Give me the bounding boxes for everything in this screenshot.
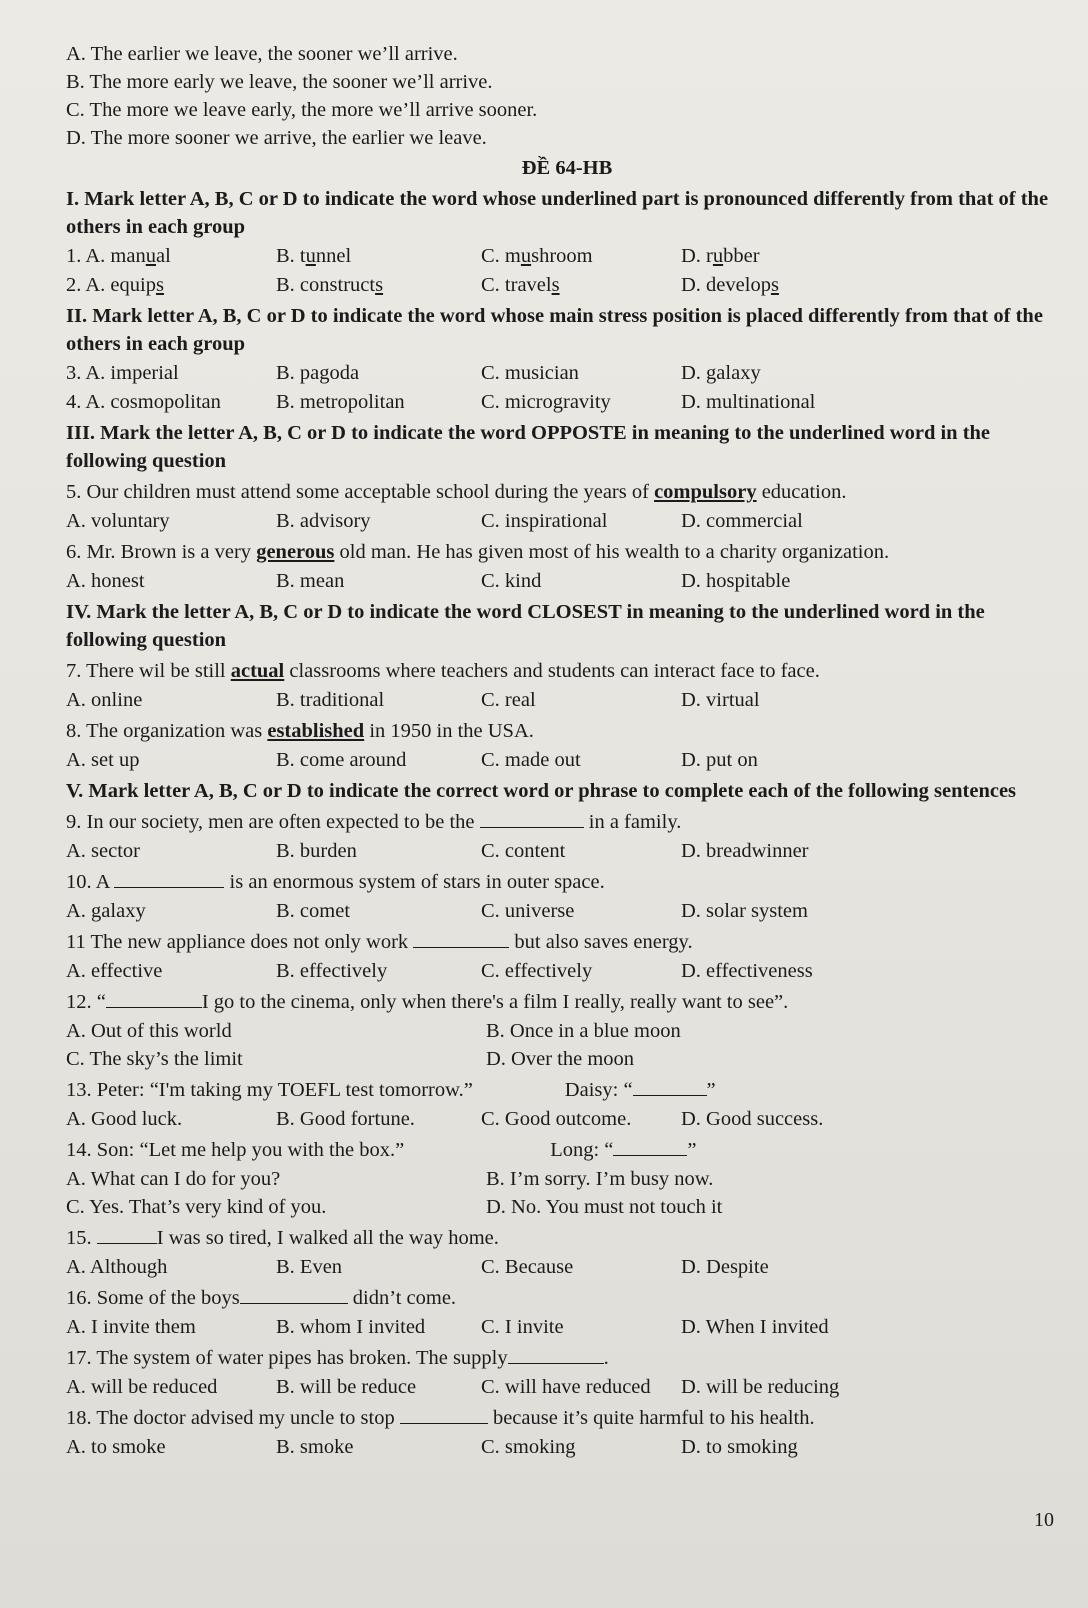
q6-option-c: C. kind	[481, 570, 542, 592]
question-12-options	[66, 1017, 1068, 1073]
q9-option-d: D. breadwinner	[681, 840, 809, 862]
q4-option-d: D. multinational	[681, 391, 816, 413]
q17-option-c: C. will have reduced	[481, 1376, 651, 1398]
q15-option-b: B. Even	[276, 1256, 343, 1278]
q8-option-a: A. set up	[66, 749, 140, 771]
question-4	[66, 388, 1068, 416]
question-15-stem: 15. I was so tired, I walked all the way home.	[66, 1227, 499, 1249]
q11-answer-blank[interactable]	[413, 929, 509, 948]
q13-option-d: D. Good success.	[681, 1108, 824, 1130]
q18-answer-blank[interactable]	[400, 1405, 488, 1424]
question-18-stem: 18. The doctor advised my uncle to stop because it’s quite harmful to his health.	[66, 1407, 815, 1429]
question-12-stem: 12. “ I go to the cinema, only when there's a film I really, really want to see”.	[66, 991, 789, 1013]
q8-option-d: D. put on	[681, 749, 758, 771]
q9-option-c: C. content	[481, 840, 566, 862]
q17-option-a: A. will be reduced	[66, 1376, 218, 1398]
q6-option-d: D. hospitable	[681, 570, 791, 592]
exam-title: ĐỀ 64-HB	[521, 157, 613, 179]
q9-answer-blank[interactable]	[480, 809, 584, 828]
q7-option-d: D. virtual	[681, 689, 760, 711]
q1-option-a: 1. A. manual	[66, 245, 171, 267]
q11-option-c: C. effectively	[481, 960, 593, 982]
question-5-stem: 5. Our children must attend some acceptable school during the years of compulsory education.	[66, 481, 847, 503]
q18-option-a: A. to smoke	[66, 1436, 166, 1458]
q14-answer-blank[interactable]	[613, 1137, 687, 1156]
question-6-options	[66, 567, 1068, 595]
q1-option-b: B. tunnel	[276, 245, 352, 267]
q5-option-a: A. voluntary	[66, 510, 170, 532]
section-4-instruction: IV. Mark the letter A, B, C or D to indicate the word CLOSEST in meaning to the underlined word in the following question	[66, 601, 985, 651]
top-option-b: B. The more early we leave, the sooner we’ll arrive.	[66, 71, 493, 93]
q18-option-c: C. smoking	[481, 1436, 576, 1458]
q18-option-d: D. to smoking	[681, 1436, 798, 1458]
question-11-stem: 11 The new appliance does not only work but also saves energy.	[66, 931, 693, 953]
q10-option-d: D. solar system	[681, 900, 808, 922]
q7-option-b: B. traditional	[276, 689, 385, 711]
q16-option-d: D. When I invited	[681, 1316, 829, 1338]
q10-option-b: B. comet	[276, 900, 351, 922]
question-2	[66, 271, 1068, 299]
q15-option-a: A. Although	[66, 1256, 168, 1278]
question-17-options	[66, 1373, 1068, 1401]
q17-option-b: B. will be reduce	[276, 1376, 417, 1398]
q3-option-b: B. pagoda	[276, 362, 360, 384]
q16-option-b: B. whom I invited	[276, 1316, 426, 1338]
q5-option-b: B. advisory	[276, 510, 371, 532]
question-11-options	[66, 957, 1068, 985]
q18-option-b: B. smoke	[276, 1436, 354, 1458]
question-6-stem: 6. Mr. Brown is a very generous old man. He has given most of his wealth to a charity organization.	[66, 541, 890, 563]
q15-answer-blank[interactable]	[97, 1225, 157, 1244]
q15-option-d: D. Despite	[681, 1256, 769, 1278]
section-2-instruction: II. Mark letter A, B, C or D to indicate the word whose main stress position is placed differently from that of the others in each group	[66, 305, 1043, 355]
question-1	[66, 242, 1068, 270]
q12-answer-blank[interactable]	[106, 989, 202, 1008]
question-15-options	[66, 1253, 1068, 1281]
q13-option-b: B. Good fortune.	[276, 1108, 415, 1130]
q2-option-b: B. constructs	[276, 274, 384, 296]
q17-option-d: D. will be reducing	[681, 1376, 840, 1398]
top-option-c: C. The more we leave early, the more we’ll arrive sooner.	[66, 99, 538, 121]
q3-option-c: C. musician	[481, 362, 579, 384]
q2-option-d: D. develops	[681, 274, 779, 296]
question-14-stem: 14. Son: “Let me help you with the box.” Long: “ ”	[66, 1139, 697, 1161]
q11-option-a: A. effective	[66, 960, 163, 982]
q10-option-c: C. universe	[481, 900, 575, 922]
question-3	[66, 359, 1068, 387]
question-16-options	[66, 1313, 1068, 1341]
q4-option-c: C. microgravity	[481, 391, 611, 413]
q16-option-c: C. I invite	[481, 1316, 564, 1338]
q15-option-c: C. Because	[481, 1256, 574, 1278]
q6-option-a: A. honest	[66, 570, 145, 592]
question-17-stem: 17. The system of water pipes has broken. The supply .	[66, 1347, 609, 1369]
q12-option-c: C. The sky’s the limit	[66, 1048, 243, 1070]
section-5-instruction: V. Mark letter A, B, C or D to indicate the correct word or phrase to complete each of the following sentences	[66, 780, 1017, 802]
q4-option-b: B. metropolitan	[276, 391, 405, 413]
q1-option-d: D. rubber	[681, 245, 760, 267]
q16-answer-blank[interactable]	[240, 1285, 348, 1304]
question-16-stem: 16. Some of the boys didn’t come.	[66, 1287, 457, 1309]
section-1-instruction: I. Mark letter A, B, C or D to indicate the word whose underlined part is pronounced differently from that of the others in each group	[66, 188, 1049, 238]
q6-option-b: B. mean	[276, 570, 345, 592]
question-13-options	[66, 1105, 1068, 1133]
question-8-options	[66, 746, 1068, 774]
q17-answer-blank[interactable]	[508, 1345, 604, 1364]
q7-option-c: C. real	[481, 689, 536, 711]
q12-option-b: B. Once in a blue moon	[486, 1020, 681, 1042]
question-10-stem: 10. A is an enormous system of stars in outer space.	[66, 871, 605, 893]
q3-option-d: D. galaxy	[681, 362, 761, 384]
q13-option-c: C. Good outcome.	[481, 1108, 632, 1130]
question-5-options	[66, 507, 1068, 535]
q3-option-a: 3. A. imperial	[66, 362, 179, 384]
q16-option-a: A. I invite them	[66, 1316, 196, 1338]
question-18-options	[66, 1433, 1068, 1461]
q14-option-d: D. No. You must not touch it	[486, 1196, 723, 1218]
section-3-instruction: III. Mark the letter A, B, C or D to indicate the word OPPOSTE in meaning to the underlined word in the following question	[66, 422, 991, 472]
question-13-stem: 13. Peter: “I'm taking my TOEFL test tomorrow.” Daisy: “ ”	[66, 1079, 716, 1101]
q5-option-c: C. inspirational	[481, 510, 608, 532]
top-option-d: D. The more sooner we arrive, the earlier we leave.	[66, 127, 487, 149]
q11-option-b: B. effectively	[276, 960, 388, 982]
question-7-options	[66, 686, 1068, 714]
question-10-options	[66, 897, 1068, 925]
question-9-stem: 9. In our society, men are often expected to be the in a family.	[66, 811, 682, 833]
q7-option-a: A. online	[66, 689, 143, 711]
q10-option-a: A. galaxy	[66, 900, 146, 922]
q4-option-a: 4. A. cosmopolitan	[66, 391, 221, 413]
q13-answer-blank[interactable]	[633, 1077, 707, 1096]
q14-option-c: C. Yes. That’s very kind of you.	[66, 1196, 327, 1218]
q8-option-c: C. made out	[481, 749, 581, 771]
q1-option-c: C. mushroom	[481, 245, 593, 267]
q9-option-b: B. burden	[276, 840, 357, 862]
q12-option-a: A. Out of this world	[66, 1020, 232, 1042]
q5-option-d: D. commercial	[681, 510, 803, 532]
q8-option-b: B. come around	[276, 749, 407, 771]
q13-option-a: A. Good luck.	[66, 1108, 183, 1130]
q10-answer-blank[interactable]	[114, 869, 224, 888]
question-14-options	[66, 1165, 1068, 1221]
question-9-options	[66, 837, 1068, 865]
question-7-stem: 7. There wil be still actual classrooms where teachers and students can interact face to face.	[66, 660, 820, 682]
q2-option-c: C. travels	[481, 274, 560, 296]
page-number: 10	[1034, 1509, 1054, 1531]
q11-option-d: D. effectiveness	[681, 960, 813, 982]
q9-option-a: A. sector	[66, 840, 141, 862]
q12-option-d: D. Over the moon	[486, 1048, 635, 1070]
q14-option-a: A. What can I do for you?	[66, 1168, 281, 1190]
q14-option-b: B. I’m sorry. I’m busy now.	[486, 1168, 714, 1190]
question-8-stem: 8. The organization was established in 1950 in the USA.	[66, 720, 534, 742]
top-option-a: A. The earlier we leave, the sooner we’ll arrive.	[66, 43, 458, 65]
q2-option-a: 2. A. equips	[66, 274, 164, 296]
